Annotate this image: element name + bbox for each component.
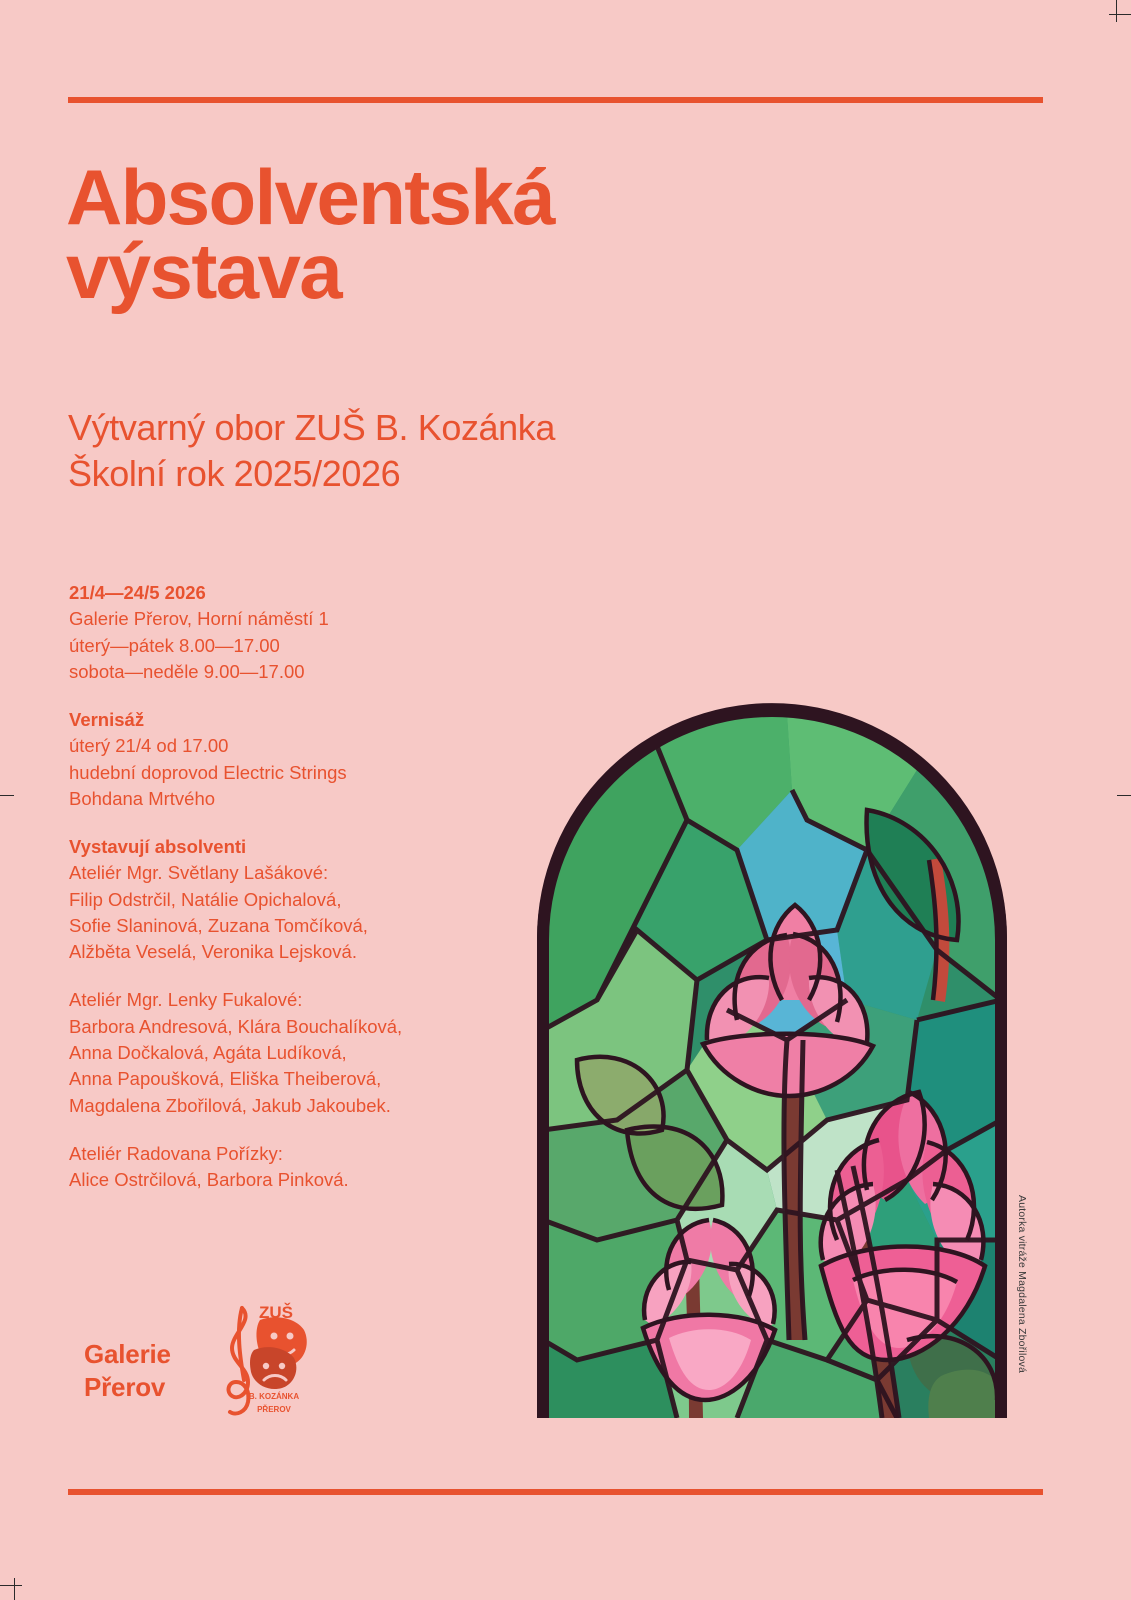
subtitle-line-2: Školní rok 2025/2026 [68, 453, 401, 495]
exhibitors-block-1 [69, 834, 539, 965]
artwork-stained-glass-lotus-window [537, 700, 1007, 1418]
opening-line: hudební doprovod Electric Strings [69, 761, 347, 783]
dates-heading: 21/4—24/5 2026 [69, 582, 206, 603]
opening-heading: Vernisáž [69, 709, 145, 731]
crop-mark-middle-left [0, 795, 14, 796]
subtitle-line-1: Výtvarný obor ZUŠ B. Kozánka [68, 407, 556, 448]
crop-mark-middle-right [1117, 795, 1131, 796]
student-line: Magdalena Zbořilová, Jakub Jakoubek. [69, 1094, 391, 1116]
logo-gallery-line-1: Galerie [84, 1339, 171, 1369]
info-column [69, 580, 539, 1193]
title-line-1: Absolventská [66, 153, 554, 241]
exhibitors-block-3 [69, 1141, 539, 1194]
logo-zus-mid: B. KOZÁNKA [248, 1392, 300, 1401]
logo-zus-top: ZUŠ [259, 1303, 293, 1322]
page-subtitle [68, 405, 868, 497]
student-line: Sofie Slaninová, Zuzana Tomčíková, [69, 914, 368, 936]
studio-name: Ateliér Mgr. Lenky Fukalové: [69, 989, 303, 1011]
logo-zus-b-kozanka [214, 1300, 324, 1420]
artwork-credit: Autorka vitráže Magdalena Zbořilová [1016, 1195, 1028, 1374]
student-line: Anna Papoušková, Eliška Theiberová, [69, 1068, 382, 1090]
student-line: Barbora Andresová, Klára Bouchalíková, [69, 1015, 403, 1037]
crop-mark-top-right-horizontal [1109, 14, 1131, 15]
crop-mark-bottom-left-horizontal [0, 1585, 22, 1586]
bottom-rule [68, 1489, 1043, 1495]
exhibitors-heading: Vystavují absolventi [69, 836, 247, 858]
studio-name: Ateliér Mgr. Světlany Lašákové: [69, 862, 329, 884]
student-line: Alžběta Veselá, Veronika Lejsková. [69, 941, 357, 963]
crop-mark-bottom-left-vertical [14, 1578, 15, 1600]
student-line: Alice Ostrčilová, Barbora Pinková. [69, 1169, 349, 1191]
page-title [66, 153, 866, 316]
top-rule [68, 97, 1043, 103]
studio-name: Ateliér Radovana Pořízky: [69, 1142, 283, 1164]
exhibitors-block-2 [69, 987, 539, 1118]
logo-galerie-prerov [84, 1338, 171, 1403]
dates-line: úterý—pátek 8.00—17.00 [69, 634, 280, 656]
dates-block [69, 580, 539, 685]
student-line: Anna Dočkalová, Agáta Ludíková, [69, 1041, 347, 1063]
opening-block [69, 707, 539, 812]
student-line: Filip Odstrčil, Natálie Opichalová, [69, 888, 342, 910]
dates-line: Galerie Přerov, Horní náměstí 1 [69, 608, 329, 630]
logo-zus-bottom: PŘEROV [257, 1405, 291, 1414]
title-line-2: výstava [66, 227, 342, 316]
crop-mark-top-right-vertical [1116, 0, 1117, 22]
dates-line: sobota—neděle 9.00—17.00 [69, 660, 305, 682]
logo-gallery-line-2: Přerov [84, 1371, 166, 1402]
opening-line: Bohdana Mrtvého [69, 787, 216, 809]
opening-line: úterý 21/4 od 17.00 [69, 735, 229, 757]
